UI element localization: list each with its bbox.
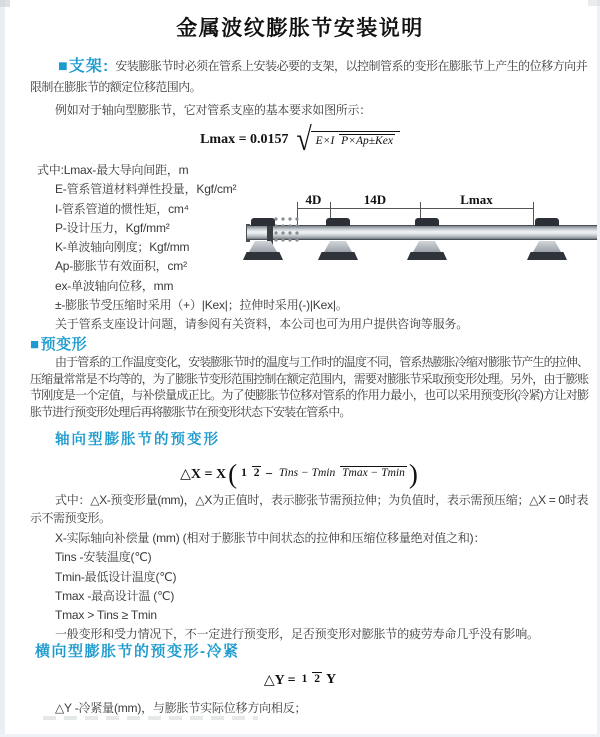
formula-lmax-lhs: Lmax = 0.0157 (200, 132, 289, 147)
fraction-numerator: Tins − Tmin (278, 467, 336, 480)
preform-heading-text: 预变形 (40, 336, 88, 353)
support-base (318, 252, 358, 260)
support-section-heading: 支架: (68, 58, 110, 75)
radical-body (311, 131, 400, 151)
fraction-numerator: 1 (241, 467, 247, 480)
pipe-support-diagram (243, 192, 599, 288)
definition-line: Tmax -最高设计温 (℃) (55, 588, 175, 603)
variable-line: Ap-膨胀节有效面积，cm² (55, 259, 187, 274)
support-clamp (326, 218, 350, 226)
one-half-fraction (300, 673, 322, 687)
support-intro-paragraph (30, 56, 587, 98)
close-paren: ) (408, 458, 418, 489)
preform-section-heading (30, 333, 87, 354)
definition-line: Tins -安装温度(℃) (55, 550, 152, 565)
formula-lmax (0, 120, 600, 160)
preform-paragraph: 由于管系的工作温度变化，安装膨胀节时的温度与工作时的温度不同，管系热膨胀冷缩对膨胀节产生的拉伸、压缩量常常是不均等的，为了膨胀节变形范围控制在额定范围内，需要对膨胀节采取预变形处理。另外，由于膨账节刚度是一个定值，与补偿量成正比。为了使膨胀节位移对管系的作用力最小，也可以采用预变形(冷紧)方让对膨胀节进行预变形处理后再将膨胀节在预变形状态下安装在管系中。 (30, 355, 588, 419)
page-title: 金属波纹膨胀节安装说明 (176, 17, 424, 40)
support-pedestal (413, 241, 441, 252)
axial-definitions-list (55, 529, 590, 645)
definition-line: Tmax > Tins ≥ Tmin (55, 608, 157, 623)
fraction-numerator: 1 (301, 673, 308, 686)
axial-explain-paragraph: 式中：△X-预变形量(mm)，△X为正值时，表示膨张节需预拉伸；为负值时，表示需预压缩；△X = 0时表示不需预变形。 (30, 493, 588, 525)
fraction-denominator: Tmax − Tmin (342, 467, 405, 480)
variable-line: 式中:Lmax-最大导向间距，m (37, 163, 189, 177)
dim-label-4d: 4D (305, 192, 322, 207)
definition-line: 一般变形和受力情况下，不一定进行预变形，足否预变形对膨胀节的疲劳寿命几乎没有影响。 (55, 627, 539, 642)
section-bullet-icon: ■ (58, 58, 68, 75)
support-example-line: 例如对于轴向型膨胀节，它对管系支座的基本要求如图所示： (55, 103, 371, 117)
support-clamp (535, 218, 559, 226)
fraction-denominator: 2 (314, 673, 321, 686)
scan-artifact-top-left (0, 0, 10, 7)
support-clamp (415, 218, 439, 226)
cutoff-text-remnant (43, 716, 258, 720)
radical (295, 121, 400, 158)
formula-lateral-preform (0, 665, 600, 695)
scan-artifact-top-right (588, 0, 600, 6)
dim-label-lmax: Lmax (460, 192, 493, 207)
formula-dy-rhs: Y (326, 672, 337, 687)
variable-line: P-设计压力，Kgf/mm² (55, 220, 170, 235)
fraction-denominator: 2 (253, 467, 260, 480)
plus-minus-note: ±-膨胀节受压缩时采用（+）|Kex|；拉伸时采用(-)|Kex|。 (55, 298, 348, 313)
page-edge-left (0, 0, 5, 737)
radical-sign: √ (295, 121, 312, 158)
bellows-expansion-joint (273, 216, 301, 244)
variable-line: ex-单波轴向位移，mm (55, 278, 174, 293)
axial-preform-heading: 轴向型膨胀节的预变形 (55, 432, 220, 448)
support-pedestal (324, 241, 352, 252)
lateral-explain-line: △Y -冷紧量(mm)，与膨胀节实际位移方向相反； (55, 701, 307, 715)
dimension-line (297, 208, 533, 209)
consulting-note: 关于管系支座设计问题，请参阅有关资料，本公司也可为用户提供咨询等服务。 (55, 317, 469, 332)
minus-operator: − (265, 466, 273, 481)
temperature-fraction (277, 467, 407, 481)
variable-line: E-管系管道材料弹性投量，Kgf/cm² (55, 182, 237, 197)
definition-line: X-实际轴向补偿量 (mm) (相对于膨胀节中间状态的拉伸和压缩位移量绝对值之和)： (55, 531, 486, 545)
open-paren: ( (228, 458, 238, 489)
support-base (527, 252, 567, 260)
support-pedestal (533, 241, 561, 252)
fraction-denominator: P×Ap±Kex (341, 134, 393, 147)
support-intro-text: 安装膨胀节时必须在管系上安装必要的支架，以控制管系的变形在膨胀节上产生的位移方向并限制在膨胀节的额定位移范围内。 (30, 59, 587, 94)
dimension-tick (533, 202, 534, 226)
support-base (407, 252, 447, 260)
section-bullet-icon: ■ (30, 336, 40, 353)
variable-line: I-管系管道的惯性矩，cm⁴ (55, 201, 189, 216)
formula-dy-lhs: △Y = (263, 672, 296, 688)
variable-line: K-单波轴向刚度；Kgf/mm (55, 240, 190, 255)
formula-axial-preform (0, 454, 600, 494)
anchor-base (243, 252, 283, 260)
lateral-preform-heading: 横向型膨胀节的预变形-冷紧 (35, 643, 240, 660)
anchor-clamp (251, 218, 275, 226)
formula-lmax-fraction (314, 135, 395, 149)
fraction-numerator: E×I (315, 134, 335, 147)
definition-line: Tmin-最低设计温度(℃) (55, 569, 177, 584)
dim-label-14d: 14D (363, 192, 387, 207)
formula-dx-lhs: △X = X (180, 466, 227, 482)
one-half-fraction (239, 467, 261, 481)
